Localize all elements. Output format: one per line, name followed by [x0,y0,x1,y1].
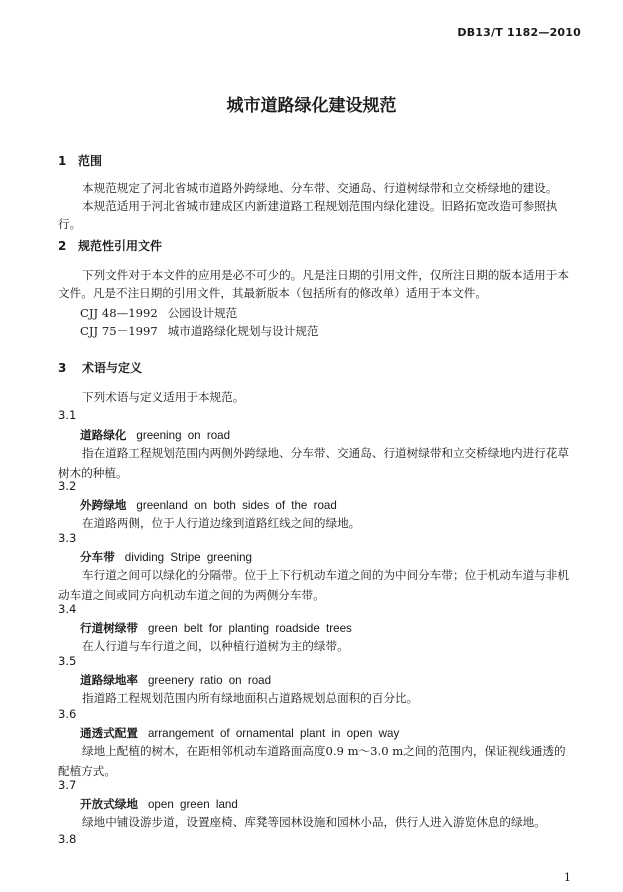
section-3-intro: 下列术语与定义适用于本规范。 [82,390,245,404]
term-heading [80,497,337,513]
term-heading [80,427,230,443]
term-heading [80,672,271,688]
term-chinese: 通透式配置 [80,726,138,740]
term-heading [80,620,352,636]
term-chinese: 外跨绿地 [80,498,127,512]
reference-name: 公园设计规范 [167,306,238,320]
term-chinese: 道路绿化 [80,428,127,442]
term-chinese: 行道树绿带 [80,621,138,635]
term-definition: 指道路工程规划范围内所有绿地面积占道路规划总面积的百分比。 [82,691,419,705]
reference-code: CJJ 75－1997 [80,324,158,338]
term-english: greenery ratio on road [147,674,272,687]
section-number: 3 [58,361,67,375]
section-title: 范围 [78,154,103,168]
term-english: arrangement of ornamental plant in open way [147,727,400,740]
section-1-heading [58,152,102,169]
term-chinese: 分车带 [80,550,115,564]
term-definition: 绿地中铺设游步道，设置座椅、库凳等园林设施和园林小品，供行人进入游览休息的绿地。 [82,815,546,829]
term-definition: 绿地上配植的树木，在距相邻机动车道路面高度0.9 m～3.0 m之间的范围内，保证视线通透的配植方式。 [58,744,566,778]
reference-name: 城市道路绿化规划与设计规范 [167,324,319,338]
section-3-heading [58,359,142,376]
term-number: 3.6 [58,707,77,721]
section-title: 术语与定义 [82,361,143,375]
term-number: 3.3 [58,531,77,545]
section-title: 规范性引用文件 [78,239,163,253]
section-2-heading [58,237,162,254]
term-heading [80,725,399,741]
reference-item [80,323,318,339]
section-1-paragraph-1: 本规范规定了河北省城市道路外跨绿地、分车带、交通岛、行道树绿带和立交桥绿地的建设。 [82,181,558,195]
term-chinese: 开放式绿地 [80,797,138,811]
term-definition: 在人行道与车行道之间，以种植行道树为主的绿带。 [82,639,349,653]
reference-item [80,305,237,321]
term-number: 3.5 [58,654,77,668]
term-english: dividing Stripe greening [124,551,252,564]
term-english: greening on road [136,429,231,442]
section-number: 1 [58,154,67,168]
term-number: 3.1 [58,408,77,422]
term-number: 3.2 [58,479,77,493]
term-heading [80,549,252,565]
term-number: 3.7 [58,778,77,792]
term-heading [80,796,238,812]
page-number: 1 [564,871,571,884]
term-english: green belt for planting roadside trees [147,622,352,635]
term-number: 3.8 [58,832,77,846]
term-number: 3.4 [58,602,77,616]
standard-code: DB13/T 1182—2010 [457,26,581,39]
reference-code: CJJ 48—1992 [80,306,158,320]
term-english: greenland on both sides of the road [136,499,337,512]
term-english: open green land [147,798,238,811]
term-definition: 车行道之间可以绿化的分隔带。位于上下行机动车道之间的为中间分车带；位于机动车道与非机动车道之间或同方向机动车道之间的为两侧分车带。 [58,568,569,602]
term-definition: 在道路两侧，位于人行道边缘到道路红线之间的绿地。 [82,516,361,530]
section-2-intro: 下列文件对于本文件的应用是必不可少的。凡是注日期的引用文件，仅所注日期的版本适用于本文件。凡是不注日期的引用文件，其最新版本（包括所有的修改单）适用于本文件。 [58,268,569,300]
term-chinese: 道路绿地率 [80,673,138,687]
section-1-paragraph-2: 本规范适用于河北省城市建成区内新建道路工程规划范围内绿化建设。旧路拓宽改造可参照执行。 [58,199,558,231]
section-number: 2 [58,239,67,253]
term-definition: 指在道路工程规划范围内两侧外跨绿地、分车带、交通岛、行道树绿带和立交桥绿地内进行花草树木的种植。 [58,446,569,480]
document-title: 城市道路绿化建设规范 [226,96,397,116]
